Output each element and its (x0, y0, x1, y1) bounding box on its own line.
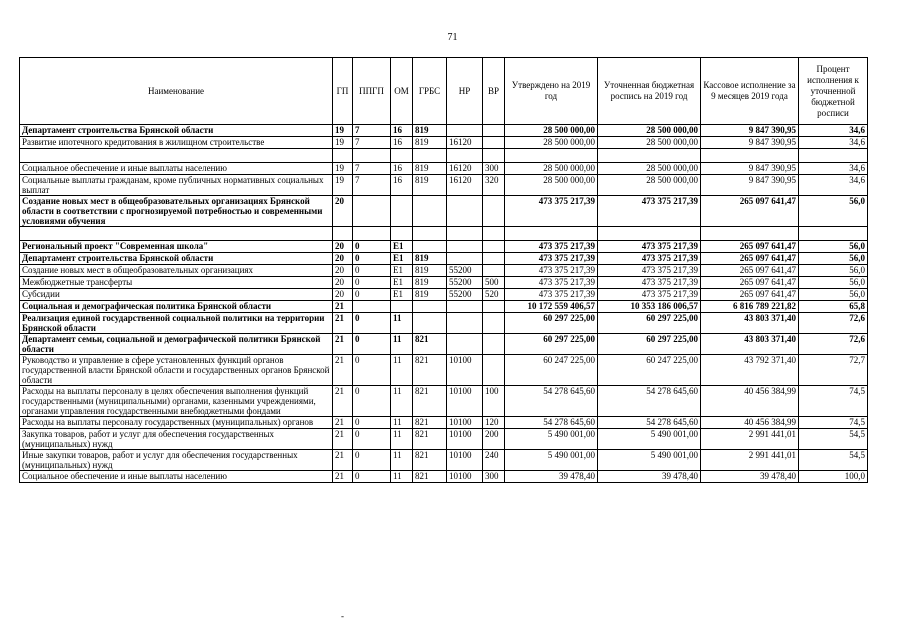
header-vr: ВР (483, 58, 505, 125)
table-row (20, 301, 868, 313)
cell-cash: 2 991 441,01 (701, 429, 799, 450)
table-row (20, 163, 868, 175)
cell-np (447, 301, 483, 313)
cell-gp (333, 227, 353, 241)
cell-name: Руководство и управление в сфере установленных функций органов государственной власти Брянской области и государственных органов Брянской области (20, 355, 333, 386)
cell-np (447, 253, 483, 265)
cell-name: Развитие ипотечного кредитования в жилищном строительстве (20, 137, 333, 149)
cell-np: 10100 (447, 471, 483, 483)
cell-approved: 60 247 225,00 (505, 355, 598, 386)
cell-name: Закупка товаров, работ и услуг для обеспечения государственных (муниципальных) нужд (20, 429, 333, 450)
cell-cash (701, 149, 799, 163)
cell-cash: 9 847 390,95 (701, 125, 799, 137)
table-row (20, 125, 868, 137)
table-row (20, 265, 868, 277)
cell-vr: 320 (483, 175, 505, 196)
cell-om: 11 (391, 334, 413, 355)
cell-grbs (413, 227, 447, 241)
cell-approved: 28 500 000,00 (505, 137, 598, 149)
cell-vr (483, 334, 505, 355)
cell-approved: 473 375 217,39 (505, 289, 598, 301)
cell-percent (799, 149, 868, 163)
cell-vr (483, 137, 505, 149)
cell-cash: 265 097 641,47 (701, 277, 799, 289)
cell-name: Социальное обеспечение и иные выплаты населению (20, 163, 333, 175)
cell-gp: 21 (333, 355, 353, 386)
cell-percent: 72,6 (799, 334, 868, 355)
cell-grbs: 819 (413, 277, 447, 289)
cell-refined: 473 375 217,39 (598, 289, 701, 301)
cell-name: Региональный проект "Современная школа" (20, 241, 333, 253)
cell-vr: 120 (483, 417, 505, 429)
cell-grbs: 821 (413, 355, 447, 386)
cell-percent: 74,5 (799, 417, 868, 429)
cell-percent: 34,6 (799, 137, 868, 149)
cell-refined: 473 375 217,39 (598, 196, 701, 227)
cell-np (447, 313, 483, 334)
cell-percent: 34,6 (799, 163, 868, 175)
cell-approved: 54 278 645,60 (505, 386, 598, 417)
cell-cash: 40 456 384,99 (701, 417, 799, 429)
cell-approved (505, 149, 598, 163)
cell-refined: 5 490 001,00 (598, 429, 701, 450)
cell-name: Иные закупки товаров, работ и услуг для обеспечения государственных (муниципальных) нужд (20, 450, 333, 471)
table-row (20, 149, 868, 163)
cell-cash: 40 456 384,99 (701, 386, 799, 417)
cell-ppgp (353, 227, 391, 241)
cell-cash: 43 792 371,40 (701, 355, 799, 386)
cell-name: Департамент семьи, социальной и демографической политики Брянской области (20, 334, 333, 355)
cell-grbs: 821 (413, 450, 447, 471)
cell-name: Департамент строительства Брянской области (20, 253, 333, 265)
cell-gp: 20 (333, 277, 353, 289)
cell-vr (483, 196, 505, 227)
cell-grbs (413, 313, 447, 334)
cell-vr: 200 (483, 429, 505, 450)
cell-ppgp: 0 (353, 241, 391, 253)
cell-om: 11 (391, 313, 413, 334)
cell-cash: 265 097 641,47 (701, 289, 799, 301)
cell-name: Межбюджетные трансферты (20, 277, 333, 289)
cell-grbs: 821 (413, 429, 447, 450)
cell-vr (483, 313, 505, 334)
cell-vr: 300 (483, 471, 505, 483)
cell-ppgp: 0 (353, 386, 391, 417)
cell-gp: 20 (333, 265, 353, 277)
cell-vr: 520 (483, 289, 505, 301)
table-row (20, 253, 868, 265)
cell-refined: 473 375 217,39 (598, 277, 701, 289)
cell-refined (598, 227, 701, 241)
cell-ppgp: 7 (353, 163, 391, 175)
cell-gp: 20 (333, 253, 353, 265)
cell-vr (483, 301, 505, 313)
cell-ppgp (353, 196, 391, 227)
table-row (20, 417, 868, 429)
cell-cash: 9 847 390,95 (701, 163, 799, 175)
cell-gp: 21 (333, 334, 353, 355)
cell-grbs: 819 (413, 175, 447, 196)
cell-approved: 473 375 217,39 (505, 265, 598, 277)
cell-grbs: 819 (413, 137, 447, 149)
cell-approved: 28 500 000,00 (505, 175, 598, 196)
cell-cash: 9 847 390,95 (701, 137, 799, 149)
table-row (20, 450, 868, 471)
page-number: 71 (447, 32, 458, 43)
cell-percent: 34,6 (799, 175, 868, 196)
cell-om (391, 227, 413, 241)
cell-vr: 500 (483, 277, 505, 289)
cell-percent: 56,0 (799, 196, 868, 227)
cell-np (447, 149, 483, 163)
cell-om: E1 (391, 253, 413, 265)
table-row (20, 313, 868, 334)
cell-refined: 473 375 217,39 (598, 253, 701, 265)
cell-name (20, 227, 333, 241)
header-name: Наименование (20, 58, 333, 125)
cell-refined: 5 490 001,00 (598, 450, 701, 471)
cell-ppgp: 0 (353, 313, 391, 334)
cell-grbs: 821 (413, 386, 447, 417)
cell-np (447, 334, 483, 355)
cell-ppgp: 7 (353, 125, 391, 137)
cell-name: Расходы на выплаты персоналу государственных (муниципальных) органов (20, 417, 333, 429)
cell-vr: 240 (483, 450, 505, 471)
cell-approved: 5 490 001,00 (505, 429, 598, 450)
cell-np: 55200 (447, 277, 483, 289)
table-row (20, 227, 868, 241)
cell-grbs: 819 (413, 163, 447, 175)
footer-mark: - (341, 611, 344, 621)
cell-vr (483, 265, 505, 277)
table-row (20, 334, 868, 355)
cell-om: 16 (391, 137, 413, 149)
cell-refined: 473 375 217,39 (598, 265, 701, 277)
cell-gp: 19 (333, 125, 353, 137)
cell-approved: 473 375 217,39 (505, 196, 598, 227)
table-row (20, 429, 868, 450)
cell-ppgp: 7 (353, 137, 391, 149)
cell-refined: 39 478,40 (598, 471, 701, 483)
cell-percent: 74,5 (799, 386, 868, 417)
cell-om: 11 (391, 417, 413, 429)
cell-name (20, 149, 333, 163)
cell-grbs (413, 301, 447, 313)
cell-cash: 43 803 371,40 (701, 313, 799, 334)
cell-ppgp: 0 (353, 253, 391, 265)
cell-percent: 56,0 (799, 277, 868, 289)
cell-gp: 21 (333, 450, 353, 471)
cell-grbs (413, 241, 447, 253)
table-row (20, 386, 868, 417)
table-row (20, 137, 868, 149)
cell-om: E1 (391, 241, 413, 253)
cell-grbs: 821 (413, 471, 447, 483)
header-ppgp: ППГП (353, 58, 391, 125)
cell-approved: 28 500 000,00 (505, 163, 598, 175)
cell-percent: 65,8 (799, 301, 868, 313)
cell-np (447, 196, 483, 227)
cell-om: 11 (391, 386, 413, 417)
cell-refined: 28 500 000,00 (598, 163, 701, 175)
cell-percent (799, 227, 868, 241)
cell-vr: 100 (483, 386, 505, 417)
cell-np: 16120 (447, 137, 483, 149)
cell-percent: 34,6 (799, 125, 868, 137)
cell-percent: 56,0 (799, 241, 868, 253)
cell-ppgp: 0 (353, 429, 391, 450)
table-row (20, 289, 868, 301)
cell-gp: 21 (333, 386, 353, 417)
cell-np: 16120 (447, 175, 483, 196)
cell-cash: 6 816 789 221,82 (701, 301, 799, 313)
cell-percent: 54,5 (799, 450, 868, 471)
header-np: НР (447, 58, 483, 125)
cell-np: 16120 (447, 163, 483, 175)
cell-approved: 54 278 645,60 (505, 417, 598, 429)
cell-ppgp (353, 149, 391, 163)
cell-gp: 19 (333, 137, 353, 149)
cell-percent: 56,0 (799, 265, 868, 277)
cell-np (447, 241, 483, 253)
cell-cash: 265 097 641,47 (701, 265, 799, 277)
table-row (20, 355, 868, 386)
cell-grbs (413, 149, 447, 163)
cell-percent: 54,5 (799, 429, 868, 450)
cell-np: 55200 (447, 265, 483, 277)
table-row (20, 241, 868, 253)
cell-name: Реализация единой государственной социальной политики на территории Брянской области (20, 313, 333, 334)
header-gp: ГП (333, 58, 353, 125)
cell-name: Социальное обеспечение и иные выплаты населению (20, 471, 333, 483)
cell-np: 10100 (447, 450, 483, 471)
cell-cash: 265 097 641,47 (701, 241, 799, 253)
header-om: ОМ (391, 58, 413, 125)
cell-approved: 60 297 225,00 (505, 313, 598, 334)
cell-name: Социальные выплаты гражданам, кроме публичных нормативных социальных выплат (20, 175, 333, 196)
cell-np (447, 125, 483, 137)
table-row (20, 277, 868, 289)
cell-grbs: 819 (413, 125, 447, 137)
cell-ppgp (353, 301, 391, 313)
cell-gp: 20 (333, 289, 353, 301)
cell-approved: 473 375 217,39 (505, 277, 598, 289)
cell-ppgp: 0 (353, 450, 391, 471)
header-grbs: ГРБС (413, 58, 447, 125)
cell-percent: 56,0 (799, 253, 868, 265)
cell-gp: 21 (333, 417, 353, 429)
cell-percent: 56,0 (799, 289, 868, 301)
cell-name: Субсидии (20, 289, 333, 301)
cell-vr: 300 (483, 163, 505, 175)
cell-cash: 9 847 390,95 (701, 175, 799, 196)
cell-vr (483, 253, 505, 265)
table-header-row (20, 58, 868, 125)
cell-om: 16 (391, 125, 413, 137)
cell-name: Расходы на выплаты персоналу в целях обеспечения выполнения функций государственными (муниципальными) органами, казенными учреждениями, органами управления государственными внебюджетными фондами (20, 386, 333, 417)
cell-name: Департамент строительства Брянской области (20, 125, 333, 137)
cell-cash: 2 991 441,01 (701, 450, 799, 471)
cell-ppgp: 0 (353, 289, 391, 301)
cell-gp: 19 (333, 175, 353, 196)
table-row (20, 471, 868, 483)
cell-om: 11 (391, 429, 413, 450)
cell-gp: 21 (333, 301, 353, 313)
cell-approved: 10 172 559 406,57 (505, 301, 598, 313)
cell-cash: 43 803 371,40 (701, 334, 799, 355)
header-refined: Уточненная бюджетная роспись на 2019 год (598, 58, 701, 125)
cell-np: 55200 (447, 289, 483, 301)
cell-refined: 473 375 217,39 (598, 241, 701, 253)
header-approved: Утверждено на 2019 год (505, 58, 598, 125)
cell-ppgp: 0 (353, 417, 391, 429)
cell-np: 10100 (447, 429, 483, 450)
cell-name: Социальная и демографическая политика Брянской области (20, 301, 333, 313)
cell-gp: 19 (333, 163, 353, 175)
cell-approved: 28 500 000,00 (505, 125, 598, 137)
cell-ppgp: 0 (353, 265, 391, 277)
cell-gp: 21 (333, 429, 353, 450)
cell-approved: 60 297 225,00 (505, 334, 598, 355)
cell-vr (483, 241, 505, 253)
cell-om: 11 (391, 471, 413, 483)
cell-percent: 72,7 (799, 355, 868, 386)
cell-grbs: 819 (413, 289, 447, 301)
cell-cash: 39 478,40 (701, 471, 799, 483)
cell-gp: 21 (333, 313, 353, 334)
cell-refined: 28 500 000,00 (598, 175, 701, 196)
cell-np (447, 227, 483, 241)
cell-om: E1 (391, 265, 413, 277)
cell-approved: 473 375 217,39 (505, 241, 598, 253)
cell-approved: 39 478,40 (505, 471, 598, 483)
cell-gp: 21 (333, 471, 353, 483)
cell-np: 10100 (447, 386, 483, 417)
cell-om (391, 149, 413, 163)
cell-grbs: 819 (413, 265, 447, 277)
cell-refined: 54 278 645,60 (598, 417, 701, 429)
cell-refined: 60 297 225,00 (598, 313, 701, 334)
cell-cash (701, 227, 799, 241)
cell-percent: 100,0 (799, 471, 868, 483)
cell-refined (598, 149, 701, 163)
cell-approved: 5 490 001,00 (505, 450, 598, 471)
cell-refined: 10 353 186 006,57 (598, 301, 701, 313)
header-cash: Кассовое исполнение за 9 месяцев 2019 года (701, 58, 799, 125)
cell-om: 11 (391, 355, 413, 386)
cell-np: 10100 (447, 355, 483, 386)
cell-refined: 60 297 225,00 (598, 334, 701, 355)
cell-grbs: 821 (413, 417, 447, 429)
cell-om: 11 (391, 450, 413, 471)
cell-om: E1 (391, 277, 413, 289)
cell-grbs: 819 (413, 253, 447, 265)
cell-grbs (413, 196, 447, 227)
cell-ppgp: 7 (353, 175, 391, 196)
cell-percent: 72,6 (799, 313, 868, 334)
cell-refined: 28 500 000,00 (598, 125, 701, 137)
cell-grbs: 821 (413, 334, 447, 355)
cell-vr (483, 149, 505, 163)
budget-table (19, 57, 868, 483)
cell-cash: 265 097 641,47 (701, 253, 799, 265)
cell-approved (505, 227, 598, 241)
cell-om (391, 196, 413, 227)
cell-ppgp: 0 (353, 471, 391, 483)
cell-refined: 54 278 645,60 (598, 386, 701, 417)
cell-name: Создание новых мест в общеобразовательных организациях (20, 265, 333, 277)
table-row (20, 196, 868, 227)
cell-om: 16 (391, 163, 413, 175)
cell-ppgp: 0 (353, 277, 391, 289)
cell-ppgp: 0 (353, 334, 391, 355)
cell-name: Создание новых мест в общеобразовательных организациях Брянской области в соответствии с прогнозируемой потребностью и современными условиями обучения (20, 196, 333, 227)
cell-vr (483, 125, 505, 137)
cell-gp: 20 (333, 241, 353, 253)
cell-vr (483, 355, 505, 386)
cell-vr (483, 227, 505, 241)
cell-om (391, 301, 413, 313)
table-row (20, 175, 868, 196)
cell-om: 16 (391, 175, 413, 196)
cell-refined: 28 500 000,00 (598, 137, 701, 149)
cell-cash: 265 097 641,47 (701, 196, 799, 227)
cell-ppgp: 0 (353, 355, 391, 386)
cell-gp: 20 (333, 196, 353, 227)
cell-om: E1 (391, 289, 413, 301)
cell-np: 10100 (447, 417, 483, 429)
cell-refined: 60 247 225,00 (598, 355, 701, 386)
cell-approved: 473 375 217,39 (505, 253, 598, 265)
header-percent: Процент исполнения к уточненной бюджетной росписи (799, 58, 868, 125)
cell-gp (333, 149, 353, 163)
